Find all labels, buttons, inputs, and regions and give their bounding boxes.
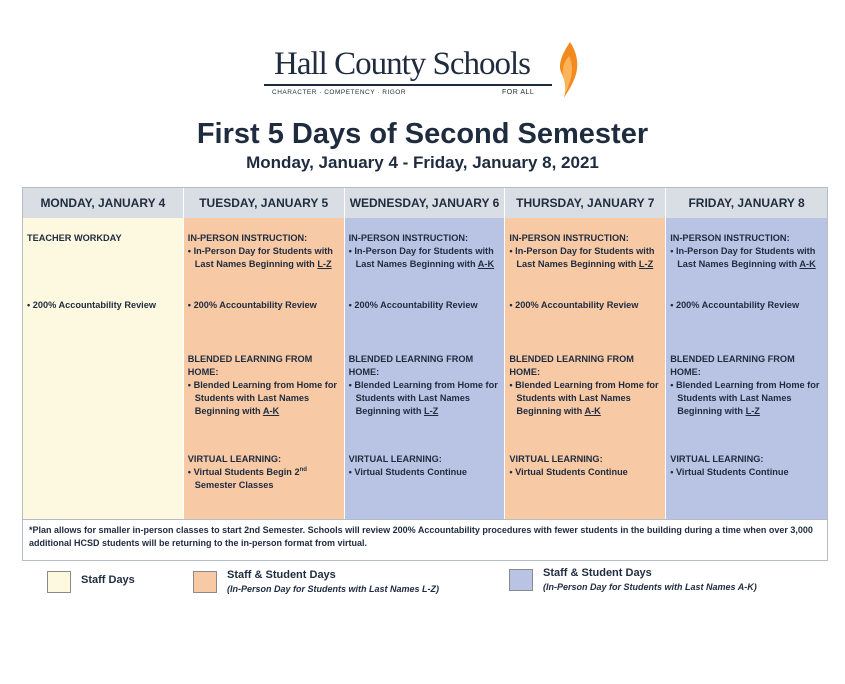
blended-block — [670, 353, 823, 418]
name-range: L-Z — [423, 406, 439, 416]
legend-sublabel: (In-Person Day for Students with Last Names A-K) — [543, 582, 757, 592]
virtual-block — [349, 453, 501, 479]
inperson-block — [349, 232, 501, 271]
inperson-heading: IN-PERSON INSTRUCTION: — [187, 233, 308, 243]
legend-label: Staff Days — [81, 574, 135, 586]
legend-label: Staff & Student Days — [543, 567, 652, 579]
legend-sublabel: (In-Person Day for Students with Last Names L-Z) — [227, 584, 440, 594]
virtual-item: • Virtual Students Continue — [348, 467, 467, 477]
header-monday: MONDAY, JANUARY 4 — [23, 188, 184, 218]
virtual-block — [188, 453, 340, 492]
legend-swatch-lz — [193, 571, 217, 593]
tuesday-column — [184, 218, 345, 519]
page-title: First 5 Days of Second Semester — [196, 118, 649, 150]
legend-swatch-ak — [509, 569, 533, 591]
blended-item — [188, 379, 340, 418]
name-range: A-K — [799, 259, 816, 269]
inperson-text: • In-Person Day for Students with Last Names Beginning with — [348, 246, 494, 269]
inperson-heading: IN-PERSON INSTRUCTION: — [348, 233, 469, 243]
blended-item — [670, 379, 823, 418]
inperson-block — [670, 232, 823, 271]
inperson-block — [509, 232, 661, 271]
name-range: L-Z — [638, 259, 654, 269]
friday-column — [666, 218, 827, 519]
wednesday-column — [345, 218, 506, 519]
inperson-item — [188, 245, 340, 271]
accountability-review: • 200% Accountability Review — [348, 300, 478, 310]
accountability-review: • 200% Accountability Review — [187, 300, 317, 310]
accountability-review: • 200% Accountability Review — [27, 300, 156, 310]
logo-for-all: FOR ALL — [502, 89, 535, 96]
virtual-block — [670, 453, 823, 479]
blended-heading: BLENDED LEARNING FROM HOME: — [187, 354, 313, 377]
virtual-heading: VIRTUAL LEARNING: — [670, 454, 764, 464]
legend-label: Staff & Student Days — [227, 569, 336, 581]
footnote: *Plan allows for smaller in-person classes to start 2nd Semester. Schools will review 200% Accountability procedures with fewer students in the building during a time when over 3,000 additional HCSD students will be returning to the in-person format from virtual. — [23, 519, 827, 560]
accountability-review: • 200% Accountability Review — [670, 300, 800, 310]
logo-tagline: CHARACTER · COMPETENCY · RIGOR — [272, 89, 407, 96]
virtual-item — [188, 466, 340, 492]
blended-item — [509, 379, 661, 418]
virtual-block — [509, 453, 661, 479]
logo-underline — [264, 84, 552, 86]
virtual-heading: VIRTUAL LEARNING: — [348, 454, 442, 464]
blended-heading: BLENDED LEARNING FROM HOME: — [348, 354, 474, 377]
table-header-row — [23, 188, 827, 218]
thursday-column — [505, 218, 666, 519]
logo-wordmark: Hall County Schools — [274, 46, 531, 82]
virtual-item: • Virtual Students Continue — [509, 467, 628, 477]
virtual-heading: VIRTUAL LEARNING: — [187, 454, 282, 464]
ordinal-suffix: nd — [299, 466, 307, 473]
blended-item — [349, 379, 501, 418]
header-thursday: THURSDAY, JANUARY 7 — [505, 188, 666, 218]
inperson-item — [509, 245, 661, 271]
inperson-item — [349, 245, 501, 271]
teacher-workday-label: TEACHER WORKDAY — [27, 233, 122, 243]
legend-swatch-staff — [47, 571, 71, 593]
header-tuesday: TUESDAY, JANUARY 5 — [184, 188, 345, 218]
blended-block — [349, 353, 501, 418]
name-range: A-K — [584, 406, 601, 416]
inperson-heading: IN-PERSON INSTRUCTION: — [670, 233, 790, 243]
inperson-heading: IN-PERSON INSTRUCTION: — [509, 233, 629, 243]
blended-heading: BLENDED LEARNING FROM HOME: — [670, 354, 795, 377]
school-logo — [262, 42, 592, 104]
table-body-row — [23, 218, 827, 519]
page-subtitle: Monday, January 4 - Friday, January 8, 2021 — [246, 153, 599, 172]
inperson-text: • In-Person Day for Students with Last Names Beginning with — [509, 246, 655, 269]
monday-column — [23, 218, 184, 519]
virtual-item: • Virtual Students Continue — [670, 467, 789, 477]
inperson-block — [188, 232, 340, 271]
flame-icon — [558, 42, 580, 98]
blended-text: • Blended Learning from Home for Students with Last Names Beginning with — [670, 380, 820, 416]
virtual-text: • Virtual Students Begin 2 — [187, 467, 300, 477]
blended-block — [509, 353, 661, 418]
blended-text: • Blended Learning from Home for Students with Last Names Beginning with — [509, 380, 659, 416]
blended-text: • Blended Learning from Home for Students with Last Names Beginning with — [187, 380, 338, 416]
blended-heading: BLENDED LEARNING FROM HOME: — [509, 354, 634, 377]
name-range: A-K — [477, 259, 495, 269]
virtual-text-cont: Semester Classes — [194, 480, 274, 490]
virtual-heading: VIRTUAL LEARNING: — [509, 454, 603, 464]
inperson-text: • In-Person Day for Students with Last Names Beginning with — [670, 246, 816, 269]
header-wednesday: WEDNESDAY, JANUARY 6 — [345, 188, 506, 218]
name-range: L-Z — [317, 259, 332, 269]
blended-text: • Blended Learning from Home for Students with Last Names Beginning with — [348, 380, 498, 416]
name-range: A-K — [262, 406, 280, 416]
blended-block — [188, 353, 340, 418]
name-range: L-Z — [745, 406, 760, 416]
header-friday: FRIDAY, JANUARY 8 — [688, 196, 805, 210]
accountability-review: • 200% Accountability Review — [509, 300, 639, 310]
inperson-item — [670, 245, 823, 271]
inperson-text: • In-Person Day for Students with Last Names Beginning with — [187, 246, 333, 269]
schedule-table — [22, 187, 828, 561]
